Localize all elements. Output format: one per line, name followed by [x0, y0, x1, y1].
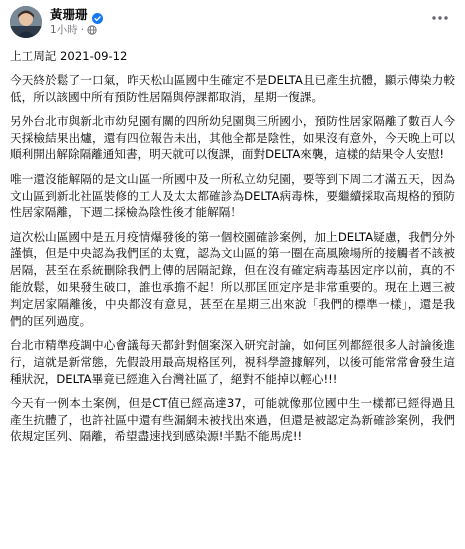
meta-separator: ·: [80, 24, 85, 36]
post-paragraph-4: 這次松山區國中是五月疫情爆發後的第一個校園確診案例，加上DELTA疑慮，我們分外謹慎，但是中央認為我們匡的太寬，認為文山區的第一圈在高風險場所的接觸者不該被居隔，甚至在系統刪除我們上傳的居隔記錄，但在沒有確定病毒基因定序以前，真的不能放鬆，如果發生破口，誰也承擔不起！所以那匡匝定序是非常重要的。現在上週三被判定居家隔離後，中央都沒有意見，甚至在星期三出來說「我們的標準一樣」，還是我們的匡列過度。: [10, 229, 455, 328]
post-paragraph-6: 今天有一例本土案例，但是CT值已經高達37，可能就像那位國中生一樣都已經得過且產生抗體了，也許社區中還有些漏網未被找出來過，但還是被認定為新確診案例，我們依規定匡列、隔離，希望盡速找到感染源!半點不能馬虎!!: [10, 395, 455, 444]
author-row: [50, 6, 103, 23]
author-avatar[interactable]: [10, 6, 42, 38]
more-options-button[interactable]: [427, 8, 453, 28]
post-header: [10, 6, 455, 40]
verified-badge-icon: [92, 9, 103, 20]
post-paragraph-2: 另外台北市與新北市幼兒園有關的四所幼兒園與三所國小，預防性居家隔離了數百人今天採檢結果出爐，還有四位報告未出，其他全都是陰性，如果沒有意外，今天晚上可以順利開出解除隔離通知書，明天就可以復課，面對DELTA來襲，這樣的結果令人安慰!: [10, 113, 455, 162]
avatar-portrait-icon: [10, 6, 42, 38]
author-name[interactable]: 黃珊珊: [50, 7, 88, 22]
post-time[interactable]: 1小時: [50, 24, 78, 36]
post-paragraph-1: 今天終於鬆了一口氣，昨天松山區國中生確定不是DELTA且已產生抗體，顯示傳染力較低，所以該國中所有預防性居隔與停課都取消，星期一復課。: [10, 72, 455, 104]
post-paragraph-3: 唯一還沒能解隔的是文山區一所國中及一所私立幼兒園，要等到下周二才滿五天，因為文山區到新北社區裝修的工人及太太都確診為DELTA病毒株，要繼續採取高規格的預防性居家隔離，下週二採檢為陰性後才能解隔！: [10, 171, 455, 220]
author-block: [50, 6, 103, 37]
post-body: [10, 48, 455, 445]
post-paragraph-5: 台北市精準疫調中心會議每天都針對個案深入研究討論，如何匡列都經很多人討論後進行，這就是新常態，先假設用最高規格匡列，視科學證據解列，以後可能常常會發生這種狀況，DELTA畢竟已經進入台灣社區了，絕對不能掉以輕心!!!: [10, 337, 455, 386]
post-title: 上工周記 2021-09-12: [10, 49, 128, 63]
more-options-icon: [432, 16, 448, 20]
globe-icon[interactable]: [87, 25, 97, 35]
post-meta: [50, 23, 103, 37]
